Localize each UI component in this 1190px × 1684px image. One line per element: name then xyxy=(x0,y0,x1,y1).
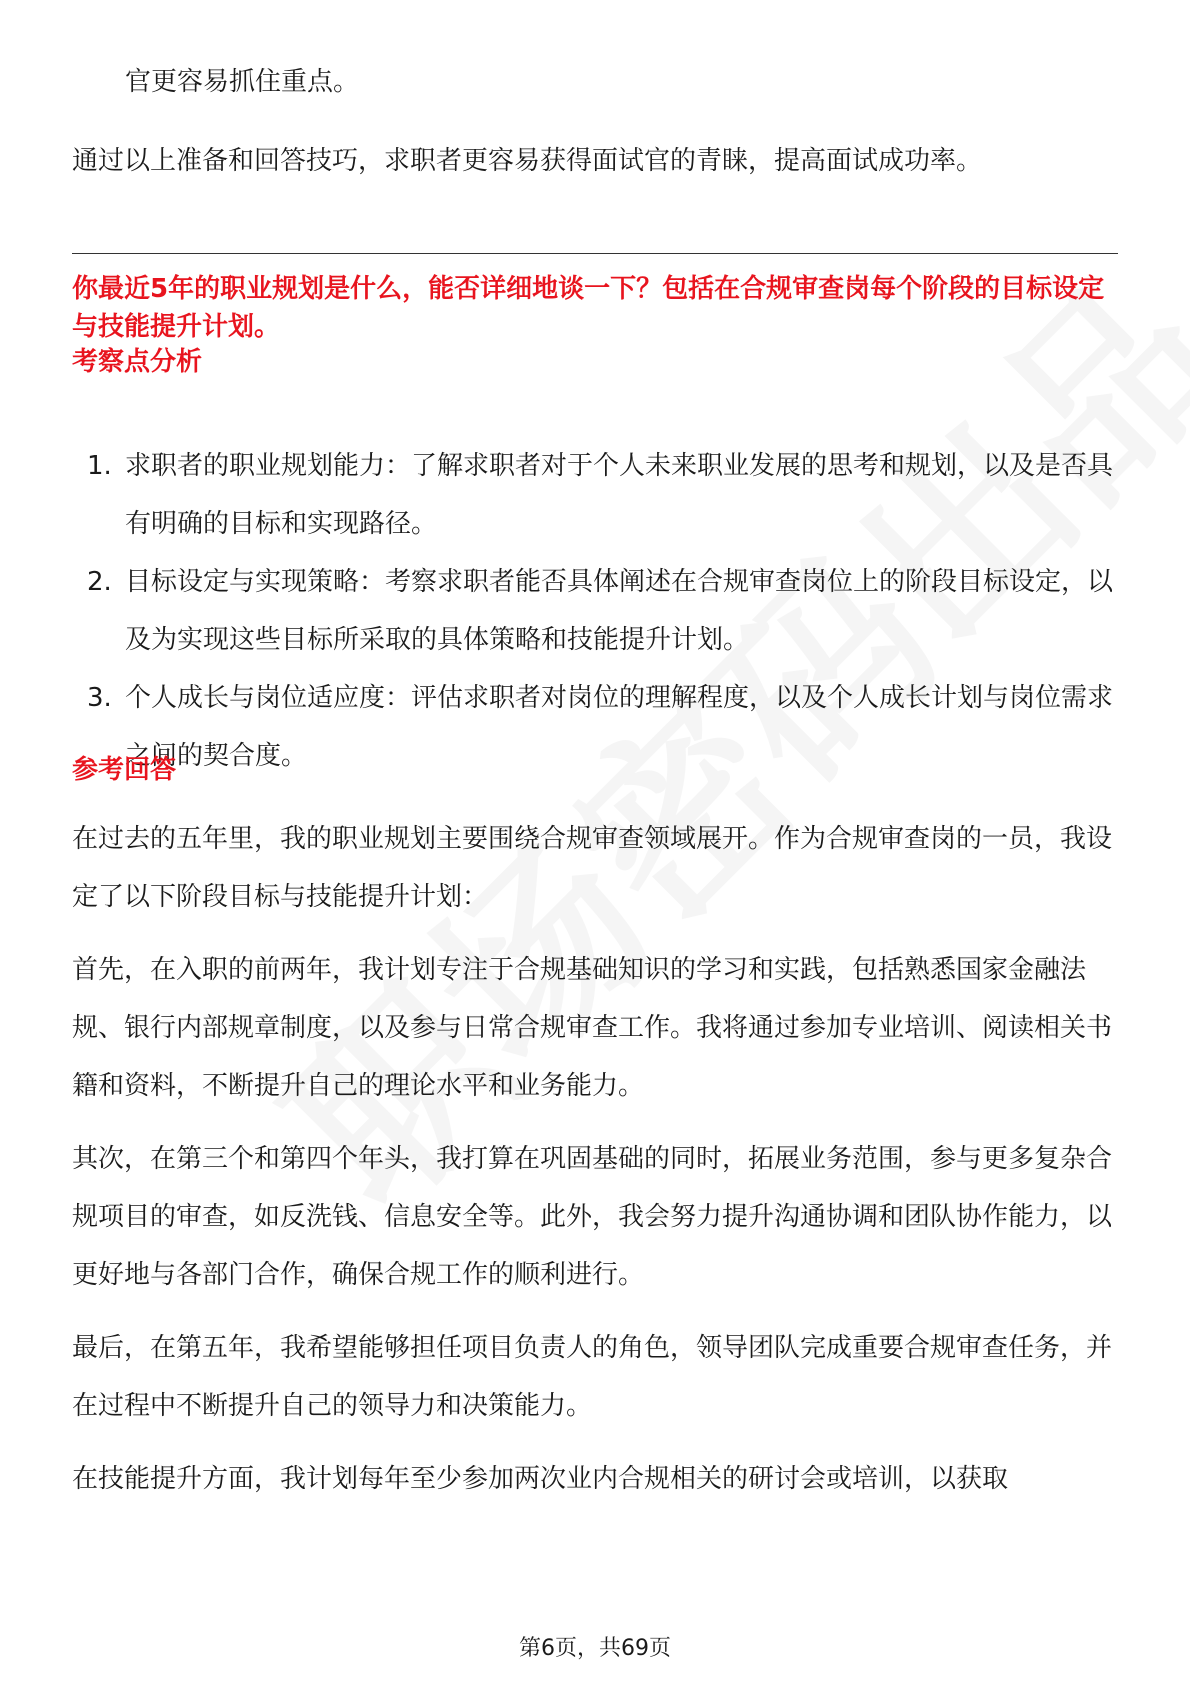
list-item xyxy=(72,437,1118,553)
list-item xyxy=(72,553,1118,669)
analysis-list xyxy=(72,437,1118,785)
answer-paragraph: 其次，在第三个和第四个年头，我打算在巩固基础的同时，拓展业务范围，参与更多复杂合规项目的审查，如反洗钱、信息安全等。此外，我会努力提升沟通协调和团队协作能力，以更好地与各部门合作，确保合规工作的顺利进行。 xyxy=(72,1144,1113,1290)
list-item-text: 目标设定与实现策略：考察求职者能否具体阐述在合规审查岗位上的阶段目标设定，以及为实现这些目标所采取的具体策略和技能提升计划。 xyxy=(125,567,1114,655)
analysis-heading: 考察点分析 xyxy=(72,347,203,377)
continuation-text: 官更容易抓住重点。 xyxy=(125,67,360,97)
answer-paragraph: 在过去的五年里，我的职业规划主要围绕合规审查领域展开。作为合规审查岗的一员，我设定了以下阶段目标与技能提升计划： xyxy=(72,824,1113,912)
section-divider xyxy=(72,253,1118,254)
list-item-text: 求职者的职业规划能力：了解求职者对于个人未来职业发展的思考和规划，以及是否具有明确的目标和实现路径。 xyxy=(125,451,1114,539)
answer-paragraph: 首先，在入职的前两年，我计划专注于合规基础知识的学习和实践，包括熟悉国家金融法规、银行内部规章制度，以及参与日常合规审查工作。我将通过参加专业培训、阅读相关书籍和资料，不断提升自己的理论水平和业务能力。 xyxy=(72,955,1113,1101)
list-number: 1. xyxy=(87,451,112,481)
list-number: 3. xyxy=(87,683,112,713)
interview-question: 你最近5年的职业规划是什么，能否详细地谈一下？包括在合规审查岗每个阶段的目标设定与技能提升计划。 xyxy=(72,274,1105,342)
answer-paragraph: 在技能提升方面，我计划每年至少参加两次业内合规相关的研讨会或培训，以获取 xyxy=(72,1464,1009,1494)
list-number: 2. xyxy=(87,567,112,597)
summary-paragraph: 通过以上准备和回答技巧，求职者更容易获得面试官的青睐，提高面试成功率。 xyxy=(72,146,983,176)
answer-heading: 参考回答 xyxy=(72,755,177,785)
answer-paragraph: 最后，在第五年，我希望能够担任项目负责人的角色，领导团队完成重要合规审查任务，并在过程中不断提升自己的领导力和决策能力。 xyxy=(72,1333,1113,1421)
page-number: 第6页，共69页 xyxy=(519,1636,671,1661)
list-item xyxy=(72,669,1118,785)
list-item-text: 个人成长与岗位适应度：评估求职者对岗位的理解程度，以及个人成长计划与岗位需求之间的契合度。 xyxy=(125,683,1114,771)
